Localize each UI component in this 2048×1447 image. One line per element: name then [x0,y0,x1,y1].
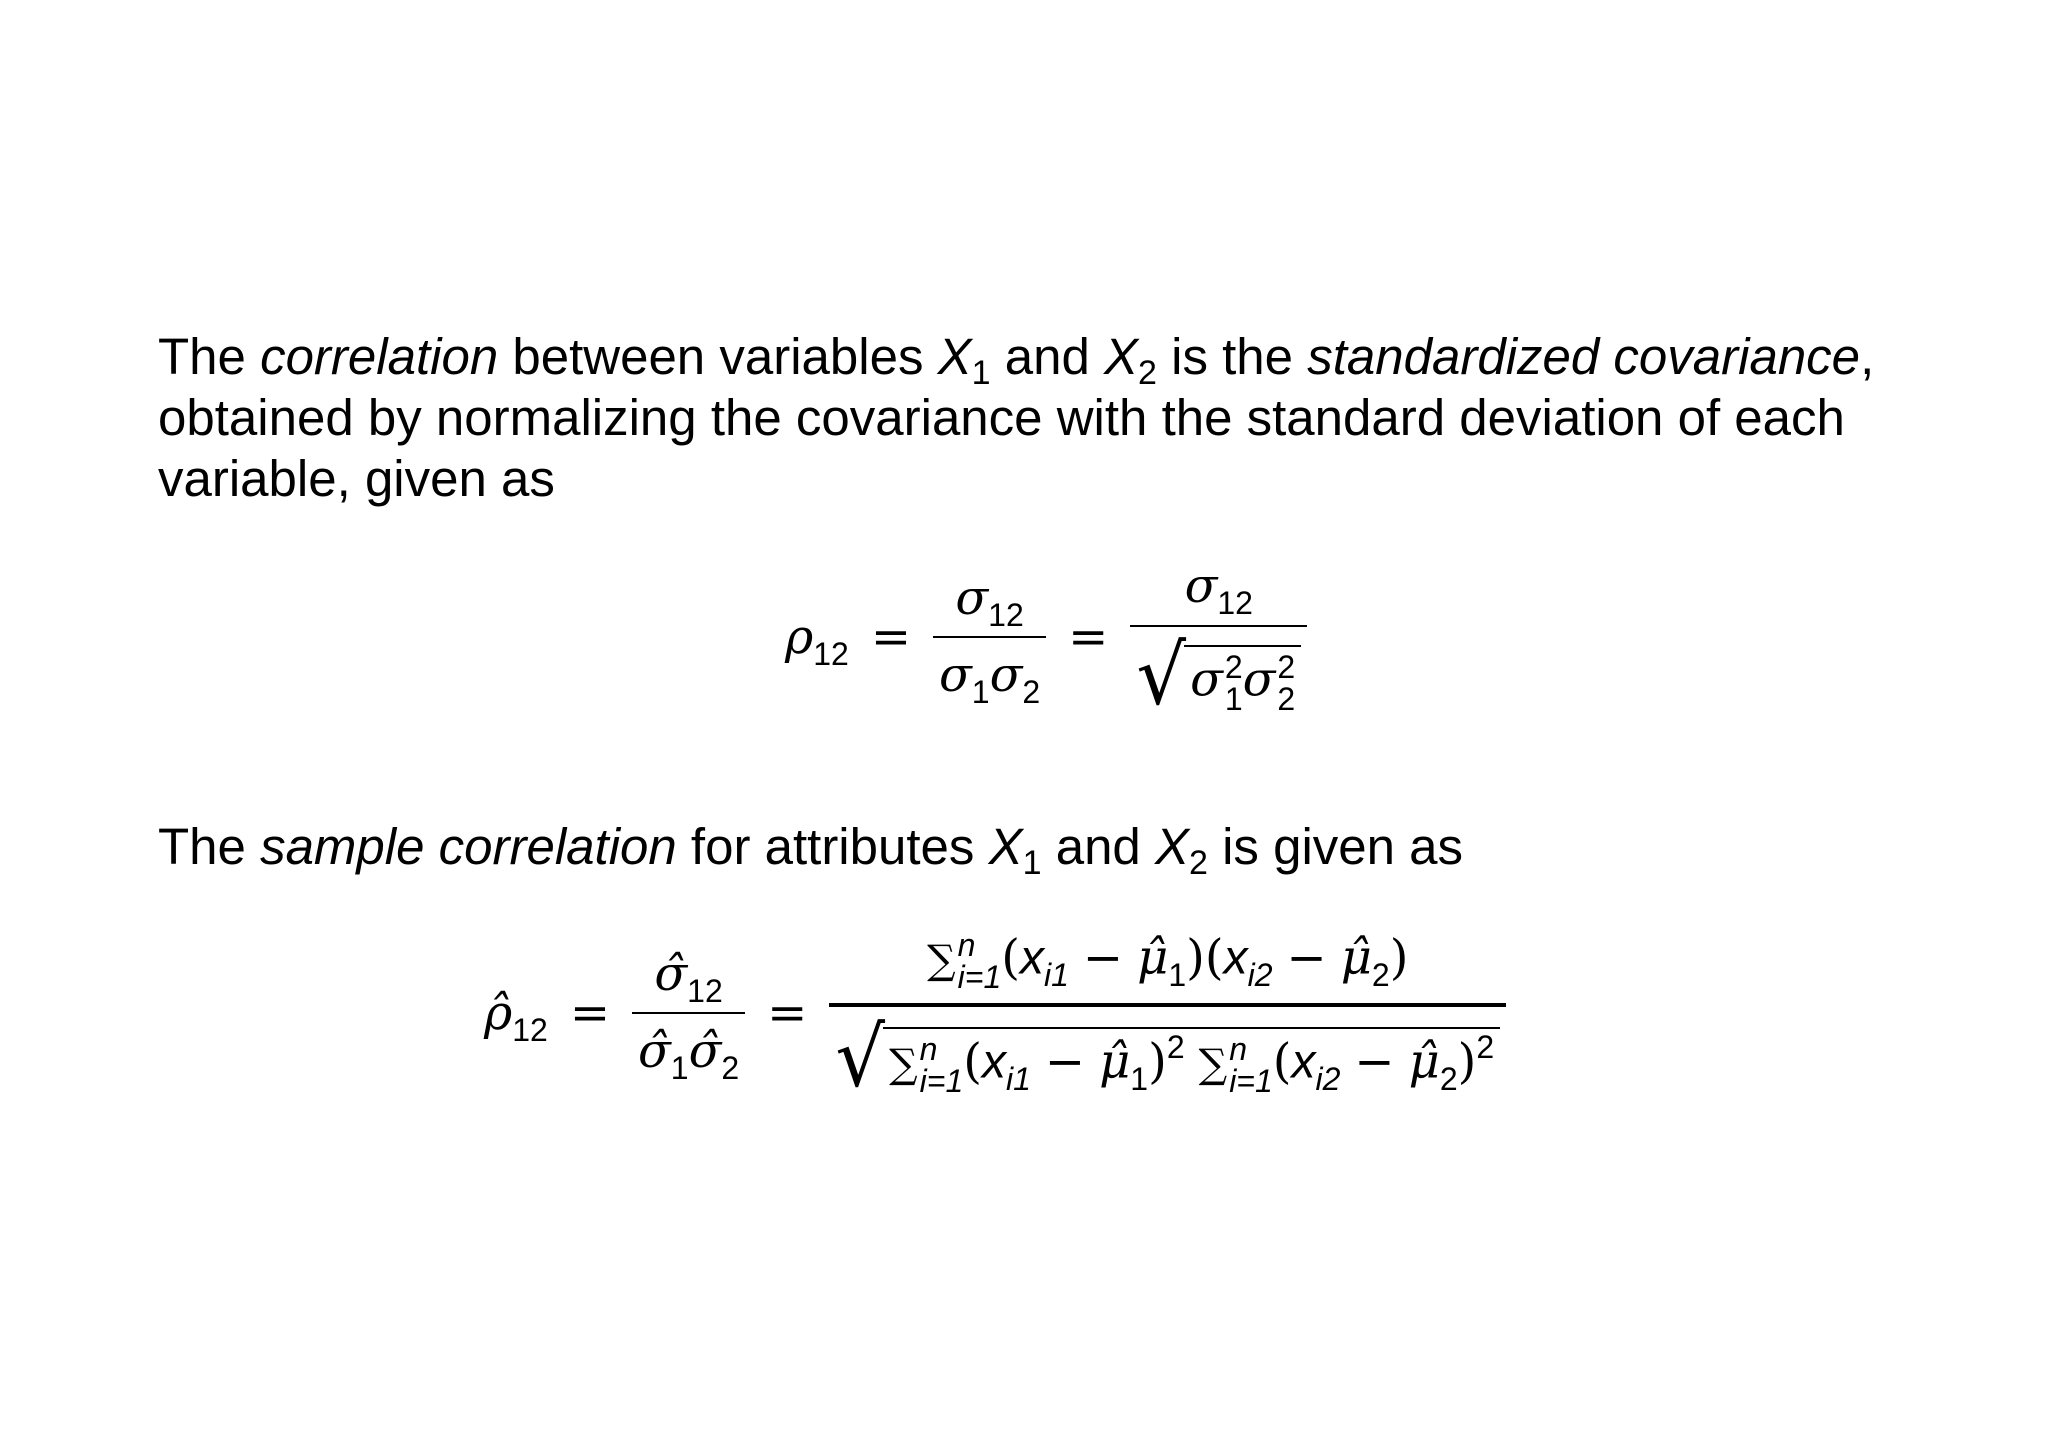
sigma-hat-symbol: σ̂ [638,1023,671,1079]
fraction-numerator [949,571,1029,636]
variable-x: X [937,328,972,385]
emphasis-correlation: correlation [260,328,499,385]
subscript: 1 [1022,844,1042,882]
equals-sign: = [767,985,808,1041]
fraction-numerator [921,929,1414,1003]
sigma-symbol: σ [955,569,989,626]
minus-sign: − [1354,1033,1395,1090]
eq1-fraction-1 [933,569,1046,710]
subscript: 12 [512,1012,548,1048]
subscript: 12 [1217,585,1253,622]
paragraph-correlation-definition [158,326,1874,509]
variable-x-lower: x [1291,1035,1316,1089]
variable-x-lower: x [1019,931,1044,985]
subscript: 12 [988,596,1024,633]
subscript: 12 [687,972,723,1009]
text-fragment: and [1041,818,1155,875]
text-fragment: and [990,328,1105,385]
variable-x-lower: x [1223,931,1248,985]
text-fragment: for attributes [676,818,989,875]
paragraph-line-1 [158,326,1875,392]
variable-x: X [988,818,1023,875]
left-paren: ( [1204,929,1224,986]
subscript: 2 [1439,1060,1458,1097]
subscript: 2 [1189,844,1208,882]
minus-sign: − [1044,1033,1086,1090]
subscript: 2 [1022,674,1041,710]
text-fragment: The [158,818,261,875]
script-stack [1277,648,1296,717]
text-fragment: , [1860,328,1875,385]
eq1-fraction-2 [1130,558,1307,723]
subscript: 1 [971,674,990,710]
paragraph-sample-correlation [158,816,1464,882]
sigma-symbol: σ [1242,651,1276,708]
text-fragment: The [158,328,261,385]
text-fragment: is given as [1207,818,1464,875]
fraction-numerator [1179,559,1259,624]
text-fragment: between variables [498,328,938,385]
mu-hat-symbol: μ̂ [1099,1033,1131,1090]
sum-upper-limit: n [957,927,976,963]
eq1-lhs [785,609,849,672]
superscript: 2 [1166,1028,1185,1065]
sigma-symbol: σ [1190,651,1223,708]
subscript: 1 [670,1050,689,1086]
subscript: i1 [1005,1060,1031,1097]
sum-limits [958,929,1002,993]
sigma-symbol: σ [989,647,1023,703]
rho-symbol: ρ [785,609,814,665]
square-root [1130,627,1307,723]
fraction-denominator [632,1014,745,1086]
variable-x-lower: x [981,1035,1006,1089]
text-fragment: is the [1156,328,1308,385]
left-paren: ( [963,1033,982,1090]
equation-population-correlation [785,552,1307,722]
fraction-bar [829,1003,1506,1007]
script-stack [1224,648,1243,717]
eq2-fraction-1 [632,945,745,1086]
equals-sign: = [569,985,611,1041]
subscript: 2 [1371,956,1390,993]
rho-hat-symbol: ρ̂ [484,985,513,1041]
emphasis-sample-correlation: sample correlation [260,818,677,875]
sum-upper-limit: n [1229,1031,1247,1067]
sum-lower-limit: i=1 [919,1063,964,1099]
eq2-lhs [484,985,548,1048]
right-paren: ) [1186,929,1205,986]
equals-sign: = [1068,609,1109,665]
variable-x: X [1104,328,1139,385]
right-paren: ) [1457,1033,1477,1090]
mu-hat-symbol: μ̂ [1340,929,1372,986]
summation-sign: ∑ [889,1041,918,1088]
subscript: 12 [813,636,849,672]
eq2-fraction-2 [829,927,1506,1106]
equals-sign: = [870,609,912,665]
paragraph-line-3: variable, given as [158,450,555,507]
summation-sign: ∑ [1198,1041,1228,1088]
radical-sign: √ [1136,628,1187,723]
subscript: 1 [1130,1060,1149,1097]
superscript: 2 [1277,648,1296,685]
right-paren: ) [1148,1033,1167,1090]
emphasis-standardized-covariance: standardized covariance [1307,328,1861,385]
sum-limits [920,1033,964,1097]
radical-sign: √ [835,1010,886,1106]
subscript: 1 [971,354,991,392]
paragraph-line [158,816,1464,882]
minus-sign: − [1286,929,1327,986]
superscript: 2 [1224,648,1243,685]
sum-limits [1229,1033,1273,1097]
sum-upper-limit: n [919,1031,938,1067]
subscript: i2 [1247,956,1273,993]
mu-hat-symbol: μ̂ [1408,1033,1440,1090]
subscript: 2 [721,1050,740,1086]
subscript: i1 [1043,956,1069,993]
sum-lower-limit: i=1 [957,959,1002,995]
left-paren: ( [1001,929,1020,986]
paragraph-line-2: obtained by normalizing the covariance with the standard deviation of each [158,389,1845,446]
radicand [883,1027,1500,1097]
left-paren: ( [1272,1033,1292,1090]
fraction-numerator [648,947,728,1012]
subscript: 2 [1138,354,1157,392]
square-root [829,1009,1506,1106]
subscript: i2 [1315,1060,1341,1097]
superscript: 2 [1476,1028,1495,1065]
sigma-symbol: σ [1184,558,1218,615]
minus-sign: − [1082,929,1124,986]
sigma-hat-symbol: σ̂ [688,1023,722,1079]
subscript: 1 [1224,680,1243,717]
mu-hat-symbol: μ̂ [1137,929,1169,986]
fraction-denominator [933,638,1046,710]
sigma-hat-symbol: σ̂ [654,945,688,1002]
subscript: 1 [1168,956,1187,993]
sum-lower-limit: i=1 [1229,1063,1273,1099]
subscript: 2 [1277,680,1296,717]
summation-sign: ∑ [927,937,956,984]
equation-sample-correlation [484,918,1506,1108]
right-paren: ) [1389,929,1409,986]
radicand [1184,645,1301,715]
variable-x: X [1154,818,1189,875]
sigma-symbol: σ [939,647,972,703]
